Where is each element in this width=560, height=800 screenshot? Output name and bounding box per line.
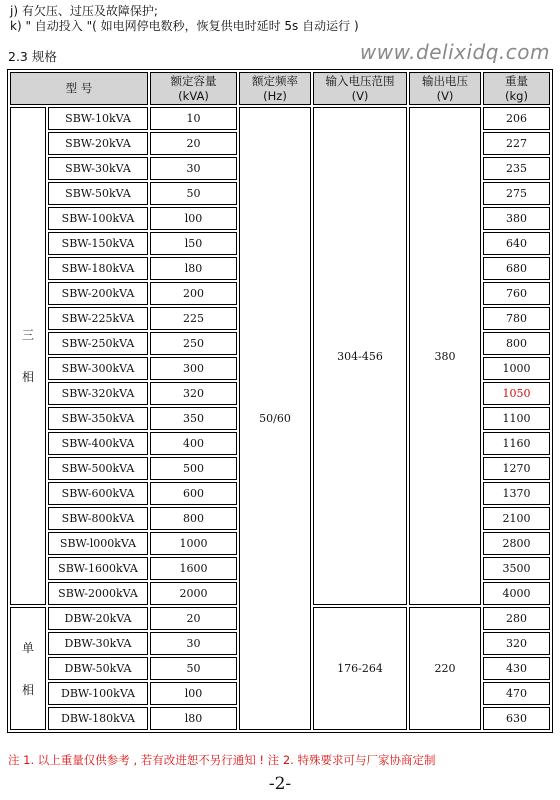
model-cell: DBW-180kVA bbox=[48, 707, 148, 730]
model-cell: DBW-100kVA bbox=[48, 682, 148, 705]
capacity-cell: 350 bbox=[150, 407, 237, 430]
model-cell: SBW-800kVA bbox=[48, 507, 148, 530]
model-cell: SBW-500kVA bbox=[48, 457, 148, 480]
model-cell: SBW-10kVA bbox=[48, 107, 148, 130]
capacity-cell: 50 bbox=[150, 657, 237, 680]
weight-cell: 630 bbox=[483, 707, 550, 730]
capacity-cell: l00 bbox=[150, 682, 237, 705]
capacity-cell: 20 bbox=[150, 607, 237, 630]
header-capacity-label: 额定容量 bbox=[170, 73, 217, 88]
weight-cell: 380 bbox=[483, 207, 550, 230]
header-output-voltage-unit: (V) bbox=[436, 88, 454, 103]
model-cell: SBW-250kVA bbox=[48, 332, 148, 355]
capacity-cell: l80 bbox=[150, 707, 237, 730]
weight-cell: 640 bbox=[483, 232, 550, 255]
table-row bbox=[10, 107, 550, 130]
model-cell: DBW-30kVA bbox=[48, 632, 148, 655]
single-phase-output-voltage: 220 bbox=[409, 607, 481, 730]
spec-table-body bbox=[10, 107, 550, 730]
model-cell: DBW-20kVA bbox=[48, 607, 148, 630]
capacity-cell: l80 bbox=[150, 257, 237, 280]
single-phase-label: 单 相 bbox=[10, 607, 46, 730]
weight-cell: 235 bbox=[483, 157, 550, 180]
header-weight-label: 重量 bbox=[505, 73, 528, 88]
model-cell: SBW-20kVA bbox=[48, 132, 148, 155]
model-cell: SBW-l000kVA bbox=[48, 532, 148, 555]
header-input-range-unit: (V) bbox=[351, 88, 369, 103]
page-number: -2- bbox=[268, 774, 292, 794]
table-header-row bbox=[10, 72, 550, 105]
weight-cell: 320 bbox=[483, 632, 550, 655]
weight-cell: 1050 bbox=[483, 382, 550, 405]
capacity-cell: 2000 bbox=[150, 582, 237, 605]
capacity-cell: l50 bbox=[150, 232, 237, 255]
capacity-cell: 320 bbox=[150, 382, 237, 405]
three-phase-input-range: 304-456 bbox=[313, 107, 407, 605]
three-phase-label: 三 相 bbox=[10, 107, 46, 605]
model-cell: SBW-400kVA bbox=[48, 432, 148, 455]
weight-cell: 800 bbox=[483, 332, 550, 355]
weight-cell: 470 bbox=[483, 682, 550, 705]
weight-cell: 206 bbox=[483, 107, 550, 130]
model-cell: SBW-320kVA bbox=[48, 382, 148, 405]
spec-table bbox=[7, 69, 553, 733]
weight-cell: 280 bbox=[483, 607, 550, 630]
model-cell: SBW-600kVA bbox=[48, 482, 148, 505]
capacity-cell: 600 bbox=[150, 482, 237, 505]
header-frequency-label: 额定频率 bbox=[252, 73, 298, 88]
capacity-cell: 20 bbox=[150, 132, 237, 155]
model-cell: SBW-1600kVA bbox=[48, 557, 148, 580]
capacity-cell: 225 bbox=[150, 307, 237, 330]
intro-line-k: k) " 自动投入 "( 如电网停电数秒，恢复供电时延时 5s 自动运行 ) bbox=[10, 19, 359, 33]
weight-cell: 760 bbox=[483, 282, 550, 305]
header-model: 型 号 bbox=[10, 72, 148, 105]
model-cell: SBW-180kVA bbox=[48, 257, 148, 280]
capacity-cell: 500 bbox=[150, 457, 237, 480]
model-cell: SBW-100kVA bbox=[48, 207, 148, 230]
model-cell: DBW-50kVA bbox=[48, 657, 148, 680]
model-cell: SBW-200kVA bbox=[48, 282, 148, 305]
header-weight bbox=[483, 72, 550, 105]
intro-line-j: j) 有欠压、过压及故障保护; bbox=[10, 4, 158, 18]
weight-cell: 1160 bbox=[483, 432, 550, 455]
weight-cell: 430 bbox=[483, 657, 550, 680]
frequency-cell: 50/60 bbox=[239, 107, 311, 730]
capacity-cell: l00 bbox=[150, 207, 237, 230]
header-output-voltage-label: 输出电压 bbox=[422, 73, 468, 88]
weight-cell: 4000 bbox=[483, 582, 550, 605]
weight-cell: 275 bbox=[483, 182, 550, 205]
section-title: 2.3 规格 bbox=[8, 49, 57, 64]
header-output-voltage bbox=[409, 72, 481, 105]
weight-cell: 780 bbox=[483, 307, 550, 330]
model-cell: SBW-350kVA bbox=[48, 407, 148, 430]
weight-cell: 3500 bbox=[483, 557, 550, 580]
model-cell: SBW-30kVA bbox=[48, 157, 148, 180]
capacity-cell: 10 bbox=[150, 107, 237, 130]
watermark: www.delixidq.com bbox=[359, 40, 550, 64]
weight-cell: 1370 bbox=[483, 482, 550, 505]
capacity-cell: 250 bbox=[150, 332, 237, 355]
capacity-cell: 800 bbox=[150, 507, 237, 530]
model-cell: SBW-300kVA bbox=[48, 357, 148, 380]
single-phase-input-range: 176-264 bbox=[313, 607, 407, 730]
capacity-cell: 50 bbox=[150, 182, 237, 205]
model-cell: SBW-225kVA bbox=[48, 307, 148, 330]
model-cell: SBW-2000kVA bbox=[48, 582, 148, 605]
weight-cell: 2800 bbox=[483, 532, 550, 555]
header-capacity-unit: (kVA) bbox=[178, 88, 209, 103]
weight-cell: 2100 bbox=[483, 507, 550, 530]
capacity-cell: 400 bbox=[150, 432, 237, 455]
capacity-cell: 300 bbox=[150, 357, 237, 380]
weight-cell: 1100 bbox=[483, 407, 550, 430]
header-frequency bbox=[239, 72, 311, 105]
weight-cell: 1270 bbox=[483, 457, 550, 480]
capacity-cell: 1600 bbox=[150, 557, 237, 580]
capacity-cell: 30 bbox=[150, 157, 237, 180]
header-frequency-unit: (Hz) bbox=[263, 88, 287, 103]
weight-cell: 227 bbox=[483, 132, 550, 155]
capacity-cell: 30 bbox=[150, 632, 237, 655]
capacity-cell: 200 bbox=[150, 282, 237, 305]
header-input-range bbox=[313, 72, 407, 105]
header-weight-unit: (kg) bbox=[505, 88, 528, 103]
weight-cell: 1000 bbox=[483, 357, 550, 380]
capacity-cell: 1000 bbox=[150, 532, 237, 555]
intro-text bbox=[10, 4, 359, 34]
header-capacity bbox=[150, 72, 237, 105]
header-input-range-label: 输入电压范围 bbox=[325, 73, 395, 88]
model-cell: SBW-150kVA bbox=[48, 232, 148, 255]
three-phase-output-voltage: 380 bbox=[409, 107, 481, 605]
footnote: 注 1. 以上重量仅供参考 , 若有改进恕不另行通知 ! 注 2. 特殊要求可与厂家协商定制 bbox=[8, 753, 436, 767]
model-cell: SBW-50kVA bbox=[48, 182, 148, 205]
weight-cell: 680 bbox=[483, 257, 550, 280]
